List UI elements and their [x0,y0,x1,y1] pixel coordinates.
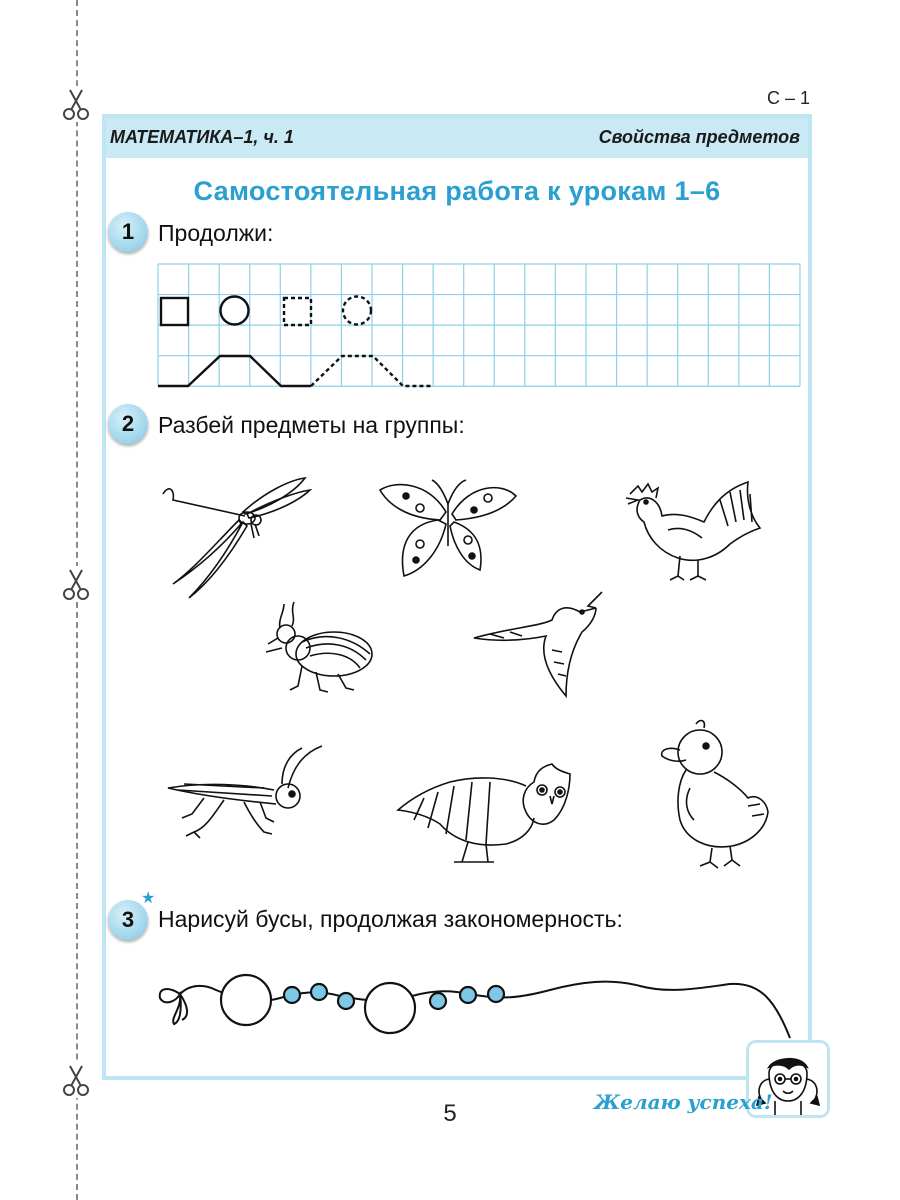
bead-small [460,987,476,1003]
pattern-grid [158,264,800,388]
circle-dashed-shape [343,297,371,325]
beetle-picture [254,598,378,694]
scissors-icon [58,1062,94,1098]
butterfly-picture [376,474,520,584]
bead-small [284,987,300,1003]
bead-small [488,986,504,1002]
zigzag-solid-line [158,356,311,386]
task-text-1: Продолжи: [158,220,274,246]
task-text-3: Нарисуй бусы, продолжая закономерность: [158,906,623,932]
scissors-icon [58,566,94,602]
bead-thread [180,982,790,1038]
task-number-3: 3 [108,900,148,940]
grasshopper-picture [164,744,324,840]
pattern-shapes [158,297,433,387]
owl-picture [394,758,578,866]
page-title: Самостоятельная работа к урокам 1–6 [193,176,721,206]
page-code: С – 1 [766,88,810,108]
star-icon: ★ [141,890,156,907]
wish-text: Желаю успеха! [594,1090,773,1114]
bead-large [365,983,415,1033]
square-solid-shape [161,298,188,325]
task-text-2: Разбей предметы на группы: [158,412,465,438]
task-number-1: 1 [108,212,148,252]
bead-large [221,975,271,1025]
bead-small [311,984,327,1000]
circle-solid-shape [221,297,249,325]
bow-knot [160,989,187,1024]
duckling-picture [656,716,774,872]
beads-string [150,960,810,1044]
swallow-picture [470,586,610,706]
dragonfly-picture [155,472,315,602]
topic-label: Свойства предметов [598,127,800,147]
scissors-icon [58,86,94,122]
subject-label: МАТЕМАТИКА–1, ч. 1 [110,127,294,147]
bead-small [430,993,446,1009]
page-number: 5 [443,1100,457,1127]
square-dashed-shape [284,298,311,325]
header-bar [106,118,808,158]
rooster-picture [620,472,768,584]
task-number-2: 2 [108,404,148,444]
bead-small [338,993,354,1009]
